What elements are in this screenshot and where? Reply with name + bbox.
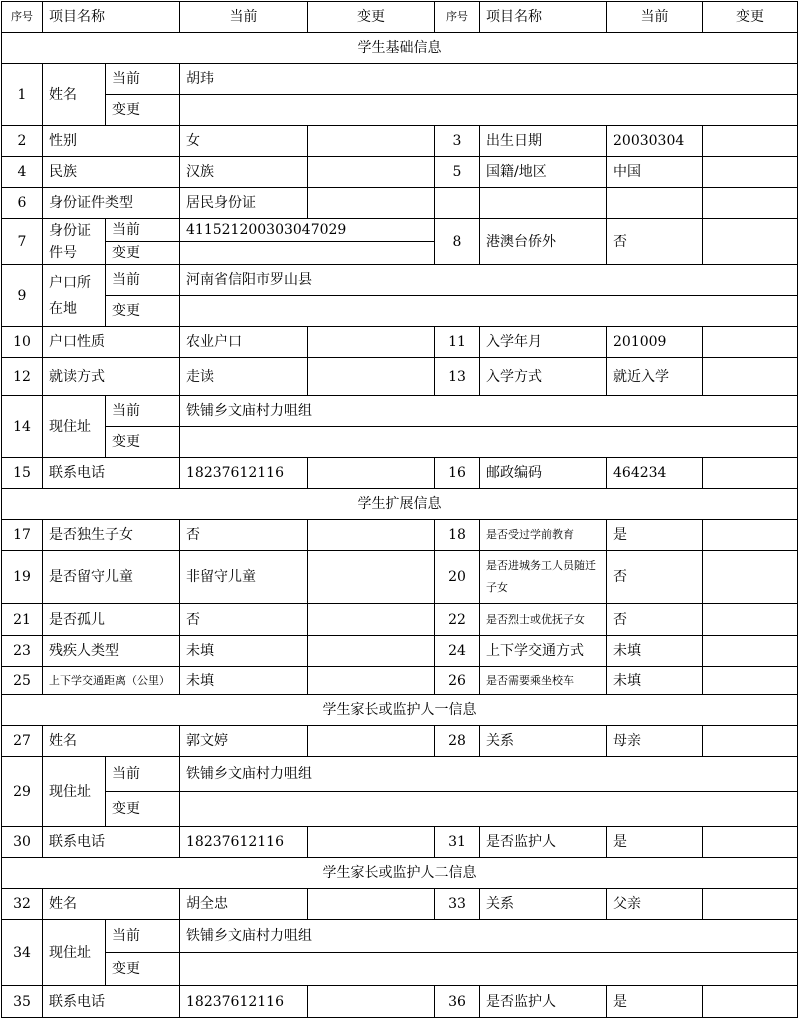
change-field-gender[interactable] xyxy=(308,126,435,157)
change-field-id-type[interactable] xyxy=(308,188,435,219)
field-value-nationality: 中国 xyxy=(607,157,703,188)
row-number: 13 xyxy=(435,358,480,396)
change-field-phone[interactable] xyxy=(308,458,435,489)
change-field-hk-macao-taiwan[interactable] xyxy=(703,219,798,265)
field-label: 港澳台侨外 xyxy=(480,219,607,265)
row-number: 36 xyxy=(435,986,480,1018)
row-number: 10 xyxy=(2,327,43,358)
change-field-disability[interactable] xyxy=(308,636,435,667)
table-row xyxy=(2,726,798,757)
field-value-postal-code: 464234 xyxy=(607,458,703,489)
change-field-martyr-child[interactable] xyxy=(703,604,798,636)
field-label: 是否监护人 xyxy=(480,827,607,858)
sub-label-change: 变更 xyxy=(106,427,180,458)
empty-cell xyxy=(435,188,480,219)
field-label: 现住址 xyxy=(43,396,106,458)
row-number: 15 xyxy=(2,458,43,489)
table-row xyxy=(2,157,798,188)
field-value-id-type: 居民身份证 xyxy=(180,188,308,219)
table-row xyxy=(2,64,798,95)
row-number: 4 xyxy=(2,157,43,188)
section-title-extended: 学生扩展信息 xyxy=(2,489,798,520)
field-label: 姓名 xyxy=(43,889,180,920)
row-number: 21 xyxy=(2,604,43,636)
row-number: 28 xyxy=(435,726,480,757)
sub-label-current: 当前 xyxy=(106,396,180,427)
field-value-preschool: 是 xyxy=(607,520,703,551)
sub-label-current: 当前 xyxy=(106,64,180,95)
field-value-address: 铁铺乡文庙村力咀组 xyxy=(180,396,798,427)
change-field-nationality[interactable] xyxy=(703,157,798,188)
field-value-gender: 女 xyxy=(180,126,308,157)
field-value-name: 胡玮 xyxy=(180,64,798,95)
change-field-guardian1-phone[interactable] xyxy=(308,827,435,858)
row-number: 1 xyxy=(2,64,43,126)
row-number: 23 xyxy=(2,636,43,667)
field-value-only-child: 否 xyxy=(180,520,308,551)
field-label: 户口所在地 xyxy=(43,265,106,327)
field-label: 关系 xyxy=(480,889,607,920)
row-number: 2 xyxy=(2,126,43,157)
field-value-guardian1-name: 郭文婷 xyxy=(180,726,308,757)
table-row xyxy=(2,95,798,126)
field-value-guardian1-is-guardian: 是 xyxy=(607,827,703,858)
field-label: 就读方式 xyxy=(43,358,180,396)
header-change-right: 变更 xyxy=(703,2,798,33)
header-current-right: 当前 xyxy=(607,2,703,33)
row-number: 5 xyxy=(435,157,480,188)
field-label: 现住址 xyxy=(43,920,106,986)
header-item-left: 项目名称 xyxy=(43,2,180,33)
row-number: 3 xyxy=(435,126,480,157)
table-row xyxy=(2,667,798,695)
row-number: 24 xyxy=(435,636,480,667)
field-label: 姓名 xyxy=(43,64,106,126)
field-label: 联系电话 xyxy=(43,986,180,1018)
empty-cell xyxy=(703,188,798,219)
table-row xyxy=(2,126,798,157)
sub-label-change: 变更 xyxy=(106,242,180,265)
header-seq-left: 序号 xyxy=(2,2,43,33)
field-value-transport-distance: 未填 xyxy=(180,667,308,695)
field-label: 姓名 xyxy=(43,726,180,757)
table-row xyxy=(2,358,798,396)
field-value-birthdate: 20030304 xyxy=(607,126,703,157)
field-value-transport-mode: 未填 xyxy=(607,636,703,667)
field-label: 是否监护人 xyxy=(480,986,607,1018)
change-field-name[interactable] xyxy=(180,95,798,126)
header-item-right: 项目名称 xyxy=(480,2,607,33)
field-value-guardian2-is-guardian: 是 xyxy=(607,986,703,1018)
header-seq-right: 序号 xyxy=(435,2,480,33)
table-row xyxy=(2,296,798,327)
table-row xyxy=(2,265,798,296)
field-label: 入学年月 xyxy=(480,327,607,358)
table-row xyxy=(2,920,798,953)
table-header-row xyxy=(2,2,798,33)
row-number: 9 xyxy=(2,265,43,327)
change-field-guardian2-is-guardian[interactable] xyxy=(703,986,798,1018)
change-field-enrollment-method[interactable] xyxy=(703,358,798,396)
field-value-migrant-child: 否 xyxy=(607,551,703,604)
table-row xyxy=(2,636,798,667)
row-number: 19 xyxy=(2,551,43,604)
row-number: 12 xyxy=(2,358,43,396)
sub-label-change: 变更 xyxy=(106,792,180,827)
field-label: 是否烈士或优抚子女 xyxy=(480,604,607,636)
field-label: 联系电话 xyxy=(43,827,180,858)
field-label: 上下学交通方式 xyxy=(480,636,607,667)
table-row xyxy=(2,458,798,489)
change-field-migrant-child[interactable] xyxy=(703,551,798,604)
table-row xyxy=(2,986,798,1018)
field-value-hk-macao-taiwan: 否 xyxy=(607,219,703,265)
field-value-school-bus: 未填 xyxy=(607,667,703,695)
field-value-phone: 18237612116 xyxy=(180,458,308,489)
section-row-guardian1 xyxy=(2,695,798,726)
row-number: 31 xyxy=(435,827,480,858)
row-number: 35 xyxy=(2,986,43,1018)
field-label: 联系电话 xyxy=(43,458,180,489)
field-value-hukou-type: 农业户口 xyxy=(180,327,308,358)
row-number: 29 xyxy=(2,757,43,827)
table-row xyxy=(2,827,798,858)
change-field-postal-code[interactable] xyxy=(703,458,798,489)
change-field-school-bus[interactable] xyxy=(703,667,798,695)
student-info-form xyxy=(1,1,798,1018)
sub-label-change: 变更 xyxy=(106,953,180,986)
row-number: 20 xyxy=(435,551,480,604)
field-label: 上下学交通距离（公里） xyxy=(43,667,180,695)
table-row xyxy=(2,604,798,636)
field-value-martyr-child: 否 xyxy=(607,604,703,636)
field-value-enrollment-method: 就近入学 xyxy=(607,358,703,396)
change-field-birthdate[interactable] xyxy=(703,126,798,157)
table-row xyxy=(2,953,798,986)
section-row-guardian2 xyxy=(2,858,798,889)
section-title-basic: 学生基础信息 xyxy=(2,33,798,64)
change-field-orphan[interactable] xyxy=(308,604,435,636)
field-label: 是否受过学前教育 xyxy=(480,520,607,551)
table-row xyxy=(2,520,798,551)
field-label: 是否留守儿童 xyxy=(43,551,180,604)
sub-label-current: 当前 xyxy=(106,757,180,792)
field-value-guardian2-name: 胡全忠 xyxy=(180,889,308,920)
table-row xyxy=(2,551,798,604)
field-label: 是否进城务工人员随迁子女 xyxy=(480,551,607,604)
row-number: 34 xyxy=(2,920,43,986)
field-value-guardian2-relation: 父亲 xyxy=(607,889,703,920)
row-number: 14 xyxy=(2,396,43,458)
change-field-guardian1-address[interactable] xyxy=(180,792,798,827)
header-current-left: 当前 xyxy=(180,2,308,33)
change-field-hukou-location[interactable] xyxy=(180,296,798,327)
field-label: 是否需要乘坐校车 xyxy=(480,667,607,695)
table-row xyxy=(2,188,798,219)
section-title-guardian1: 学生家长或监护人一信息 xyxy=(2,695,798,726)
table-row xyxy=(2,889,798,920)
field-value-hukou-location: 河南省信阳市罗山县 xyxy=(180,265,798,296)
change-field-guardian2-phone[interactable] xyxy=(308,986,435,1018)
change-field-guardian1-is-guardian[interactable] xyxy=(703,827,798,858)
table-row xyxy=(2,792,798,827)
sub-label-change: 变更 xyxy=(106,296,180,327)
section-row-extended xyxy=(2,489,798,520)
change-field-transport-mode[interactable] xyxy=(703,636,798,667)
sub-label-current: 当前 xyxy=(106,265,180,296)
field-value-ethnicity: 汉族 xyxy=(180,157,308,188)
header-change-left: 变更 xyxy=(308,2,435,33)
row-number: 27 xyxy=(2,726,43,757)
change-field-hukou-type[interactable] xyxy=(308,327,435,358)
table-row xyxy=(2,327,798,358)
row-number: 26 xyxy=(435,667,480,695)
field-value-orphan: 否 xyxy=(180,604,308,636)
sub-label-current: 当前 xyxy=(106,219,180,242)
row-number: 22 xyxy=(435,604,480,636)
empty-cell xyxy=(480,188,607,219)
row-number: 18 xyxy=(435,520,480,551)
field-value-guardian2-phone: 18237612116 xyxy=(180,986,308,1018)
table-row xyxy=(2,396,798,427)
change-field-guardian2-address[interactable] xyxy=(180,953,798,986)
field-label: 身份证件类型 xyxy=(43,188,180,219)
change-field-enrollment-date[interactable] xyxy=(703,327,798,358)
field-label: 国籍/地区 xyxy=(480,157,607,188)
change-field-ethnicity[interactable] xyxy=(308,157,435,188)
row-number: 25 xyxy=(2,667,43,695)
section-row-basic xyxy=(2,33,798,64)
field-value-id-number: 411521200303047029 xyxy=(180,219,435,242)
field-value-disability: 未填 xyxy=(180,636,308,667)
row-number: 33 xyxy=(435,889,480,920)
change-field-guardian2-relation[interactable] xyxy=(703,889,798,920)
field-label: 民族 xyxy=(43,157,180,188)
change-field-preschool[interactable] xyxy=(703,520,798,551)
section-title-guardian2: 学生家长或监护人二信息 xyxy=(2,858,798,889)
field-label: 入学方式 xyxy=(480,358,607,396)
field-label: 性别 xyxy=(43,126,180,157)
table-row xyxy=(2,219,798,242)
empty-cell xyxy=(607,188,703,219)
change-field-guardian2-name[interactable] xyxy=(308,889,435,920)
field-value-guardian1-address: 铁铺乡文庙村力咀组 xyxy=(180,757,798,792)
field-label: 是否独生子女 xyxy=(43,520,180,551)
row-number: 32 xyxy=(2,889,43,920)
field-label: 现住址 xyxy=(43,757,106,827)
table-row xyxy=(2,757,798,792)
row-number: 6 xyxy=(2,188,43,219)
field-value-left-behind: 非留守儿童 xyxy=(180,551,308,604)
change-field-transport-distance[interactable] xyxy=(308,667,435,695)
field-label: 邮政编码 xyxy=(480,458,607,489)
change-field-id-number[interactable] xyxy=(180,242,435,265)
change-field-guardian1-relation[interactable] xyxy=(703,726,798,757)
change-field-guardian1-name[interactable] xyxy=(308,726,435,757)
field-label: 残疾人类型 xyxy=(43,636,180,667)
row-number: 16 xyxy=(435,458,480,489)
change-field-address[interactable] xyxy=(180,427,798,458)
field-value-guardian1-phone: 18237612116 xyxy=(180,827,308,858)
sub-label-current: 当前 xyxy=(106,920,180,953)
field-label: 关系 xyxy=(480,726,607,757)
field-label: 身份证件号 xyxy=(43,219,106,265)
field-value-guardian1-relation: 母亲 xyxy=(607,726,703,757)
field-label: 是否孤儿 xyxy=(43,604,180,636)
sub-label-change: 变更 xyxy=(106,95,180,126)
row-number: 8 xyxy=(435,219,480,265)
field-label: 出生日期 xyxy=(480,126,607,157)
change-field-only-child[interactable] xyxy=(308,520,435,551)
field-value-study-mode: 走读 xyxy=(180,358,308,396)
row-number: 11 xyxy=(435,327,480,358)
change-field-left-behind[interactable] xyxy=(308,551,435,604)
table-row xyxy=(2,427,798,458)
field-label: 户口性质 xyxy=(43,327,180,358)
change-field-study-mode[interactable] xyxy=(308,358,435,396)
row-number: 17 xyxy=(2,520,43,551)
field-value-guardian2-address: 铁铺乡文庙村力咀组 xyxy=(180,920,798,953)
row-number: 7 xyxy=(2,219,43,265)
field-value-enrollment-date: 201009 xyxy=(607,327,703,358)
row-number: 30 xyxy=(2,827,43,858)
